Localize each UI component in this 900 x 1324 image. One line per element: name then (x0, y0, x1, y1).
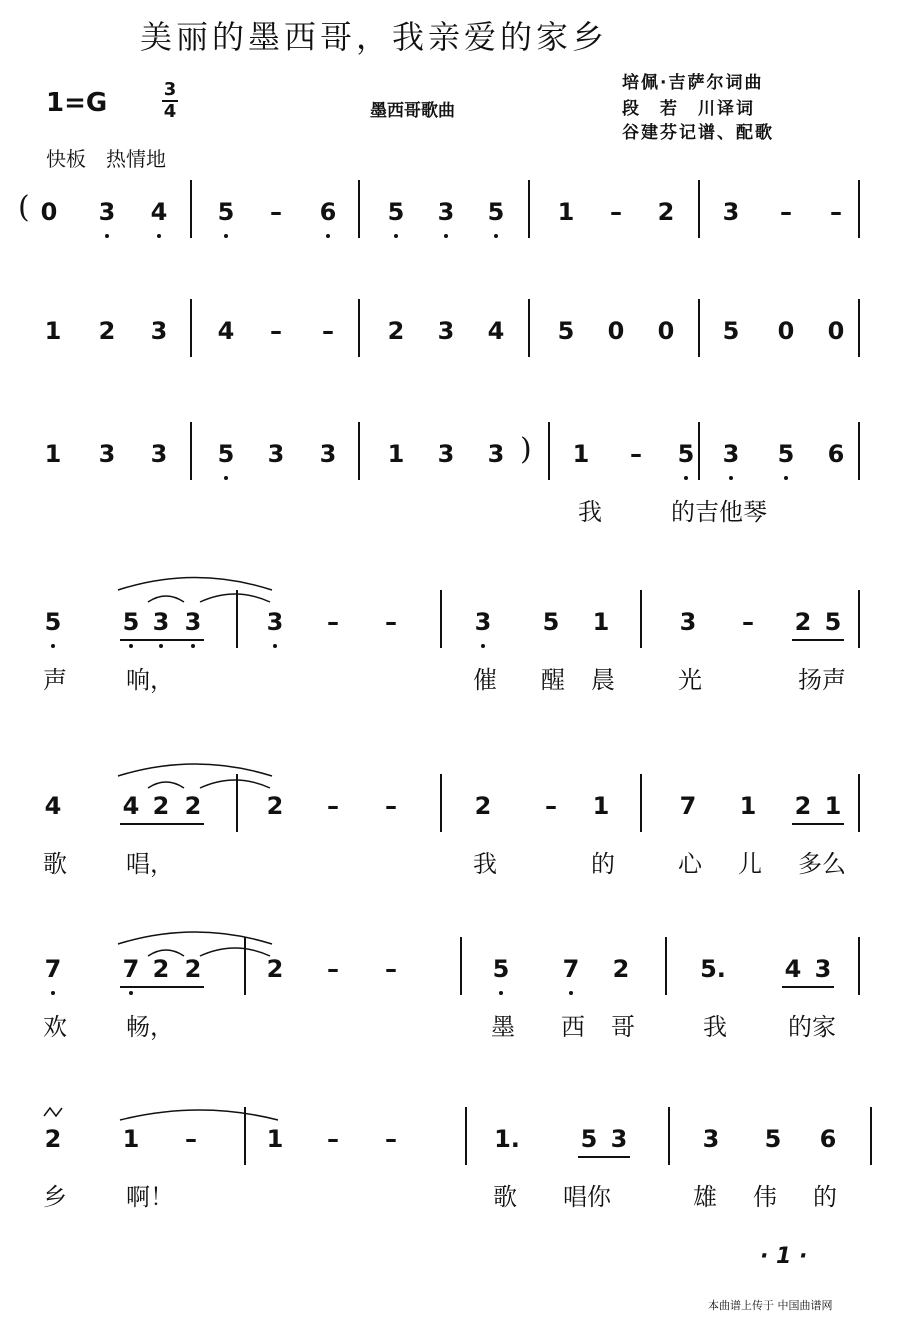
lyric-syllable: 催 (473, 666, 497, 694)
intro-open-paren: ( (18, 190, 30, 225)
score-note: 3 (487, 440, 505, 468)
score-note: 0 (827, 317, 845, 345)
lyric-syllable: 乡 (43, 1183, 67, 1211)
score-note: 5 (217, 440, 235, 468)
score-note: 1 (44, 440, 62, 468)
lyric-syllable: 多么 (798, 850, 846, 878)
tie-arc (118, 932, 272, 944)
score-note: – (270, 198, 282, 226)
tie-arc (120, 1110, 278, 1120)
score-note: 5 (557, 317, 575, 345)
score-note: 3 (437, 317, 455, 345)
lyric-syllable: 我 (578, 498, 602, 526)
lyric-syllable: 心 (678, 850, 702, 878)
score-note: – (545, 792, 557, 820)
tie-arc (200, 948, 270, 956)
score-note: – (830, 198, 842, 226)
lyric-syllable: 欢 (43, 1013, 67, 1041)
score-note: 3 (150, 317, 168, 345)
score-note: 7 (122, 955, 140, 983)
score-note: 5 (677, 440, 695, 468)
score-note: 5. (700, 955, 726, 983)
score-note: 0 (657, 317, 675, 345)
score-note: 1 (592, 608, 610, 636)
score-note: – (630, 440, 642, 468)
score-note: – (322, 317, 334, 345)
score-note: 4 (217, 317, 235, 345)
score-note: 2 (794, 792, 812, 820)
score-note: 1 (557, 198, 575, 226)
lyric-syllable: 墨 (491, 1013, 515, 1041)
fermata-mark (44, 1108, 62, 1116)
lyric-syllable: 的吉他琴 (671, 498, 767, 526)
score-note: 5 (44, 608, 62, 636)
lyric-syllable: 扬声 (798, 666, 846, 694)
score-note: 4 (487, 317, 505, 345)
score-note: 4 (44, 792, 62, 820)
score-note: 5 (122, 608, 140, 636)
score-note: 3 (98, 198, 116, 226)
score-note: 2 (266, 792, 284, 820)
page-number: · 1 · (760, 1244, 808, 1269)
tempo-marking: 快板 热情地 (46, 147, 166, 171)
score-note: 2 (152, 955, 170, 983)
time-signature-bottom: 4 (163, 101, 177, 122)
lyric-syllable: 歌 (493, 1183, 517, 1211)
score-note: 0 (40, 198, 58, 226)
score-note: 2 (612, 955, 630, 983)
score-note: 1 (592, 792, 610, 820)
score-note: 5 (777, 440, 795, 468)
score-note: 3 (722, 440, 740, 468)
score-note: 3 (722, 198, 740, 226)
score-note: 1 (44, 317, 62, 345)
score-note: 5 (487, 198, 505, 226)
score-note: 3 (610, 1125, 628, 1153)
time-signature-top: 3 (163, 79, 177, 100)
score-note: 6 (819, 1125, 837, 1153)
intro-close-paren: ) (520, 432, 532, 467)
score-note: 3 (98, 440, 116, 468)
score-note: 1 (739, 792, 757, 820)
score-note: 2 (266, 955, 284, 983)
lyric-syllable: 伟 (753, 1183, 777, 1211)
score-note: – (327, 608, 339, 636)
score-note: – (327, 1125, 339, 1153)
tie-arc (148, 950, 184, 956)
credit-notation: 谷建芬记谱、配歌 (622, 123, 774, 143)
score-note: 3 (150, 440, 168, 468)
score-note: 5 (542, 608, 560, 636)
lyric-syllable: 响， (126, 666, 174, 694)
score-note: 6 (827, 440, 845, 468)
lyric-syllable: 晨 (591, 666, 615, 694)
lyric-syllable: 的 (813, 1183, 837, 1211)
score-note: – (327, 792, 339, 820)
score-note: 1 (122, 1125, 140, 1153)
score-note: 4 (784, 955, 802, 983)
score-note: 1 (387, 440, 405, 468)
score-note: – (780, 198, 792, 226)
credit-translation: 段 若 川译词 (622, 99, 755, 119)
score-note: 5 (824, 608, 842, 636)
score-note: 2 (152, 792, 170, 820)
score-note: 2 (184, 792, 202, 820)
score-note: 3 (152, 608, 170, 636)
score-note: 2 (794, 608, 812, 636)
lyric-syllable: 我 (703, 1013, 727, 1041)
score-note: – (385, 955, 397, 983)
lyric-syllable: 儿 (738, 850, 762, 878)
score-note: 3 (267, 440, 285, 468)
score-note: – (742, 608, 754, 636)
score-note: 5 (722, 317, 740, 345)
score-note: 4 (150, 198, 168, 226)
song-title: 美丽的墨西哥，我亲爱的家乡 (140, 18, 609, 56)
score-note: 5 (217, 198, 235, 226)
score-note: – (610, 198, 622, 226)
score-note: 2 (44, 1125, 62, 1153)
score-note: 2 (98, 317, 116, 345)
score-note: – (385, 792, 397, 820)
key-signature: 1=G (46, 88, 108, 118)
score-note: 3 (814, 955, 832, 983)
score-note: 3 (437, 440, 455, 468)
score-note: 5 (580, 1125, 598, 1153)
score-note: 0 (607, 317, 625, 345)
lyric-syllable: 啊！ (126, 1183, 174, 1211)
score-note: 3 (679, 608, 697, 636)
score-note: – (270, 317, 282, 345)
score-note: – (385, 1125, 397, 1153)
score-note: 7 (44, 955, 62, 983)
score-note: 7 (679, 792, 697, 820)
score-note: 0 (777, 317, 795, 345)
score-note: 5 (764, 1125, 782, 1153)
score-note: 3 (437, 198, 455, 226)
lyric-syllable: 唱你 (563, 1183, 611, 1211)
score-note: 3 (702, 1125, 720, 1153)
score-note: – (327, 955, 339, 983)
score-note: 5 (387, 198, 405, 226)
score-note: 3 (184, 608, 202, 636)
lyric-syllable: 声 (43, 666, 67, 694)
song-source: 墨西哥歌曲 (370, 101, 455, 121)
score-note: 2 (657, 198, 675, 226)
tie-arc (118, 764, 272, 776)
lyric-syllable: 醒 (541, 666, 565, 694)
score-note: 1 (266, 1125, 284, 1153)
lyric-syllable: 西 (561, 1013, 585, 1041)
lyric-syllable: 的家 (788, 1013, 836, 1041)
score-note: 6 (319, 198, 337, 226)
upload-credit: 本曲谱上传于 中国曲谱网 (708, 1299, 833, 1312)
score-note: 2 (184, 955, 202, 983)
tie-arc (200, 594, 270, 602)
tie-arc (118, 578, 272, 591)
score-note: 1. (494, 1125, 520, 1153)
score-note: 4 (122, 792, 140, 820)
score-note: – (185, 1125, 197, 1153)
lyric-syllable: 我 (473, 850, 497, 878)
tie-arc (148, 596, 184, 602)
lyric-syllable: 哥 (611, 1013, 635, 1041)
score-note: – (385, 608, 397, 636)
score-note: 2 (474, 792, 492, 820)
lyric-syllable: 歌 (43, 850, 67, 878)
score-note: 5 (492, 955, 510, 983)
lyric-syllable: 光 (678, 666, 702, 694)
score-note: 7 (562, 955, 580, 983)
score-note: 2 (387, 317, 405, 345)
tie-arc (148, 782, 184, 788)
score-note: 3 (266, 608, 284, 636)
score-note: 3 (474, 608, 492, 636)
lyric-syllable: 雄 (693, 1183, 717, 1211)
lyric-syllable: 畅， (126, 1013, 174, 1041)
lyric-syllable: 的 (591, 850, 615, 878)
score-note: 1 (824, 792, 842, 820)
score-note: 3 (319, 440, 337, 468)
tie-arc (200, 780, 270, 788)
lyric-syllable: 唱， (126, 850, 174, 878)
credit-lyrics-music: 培佩·吉萨尔词曲 (622, 73, 764, 93)
score-note: 1 (572, 440, 590, 468)
